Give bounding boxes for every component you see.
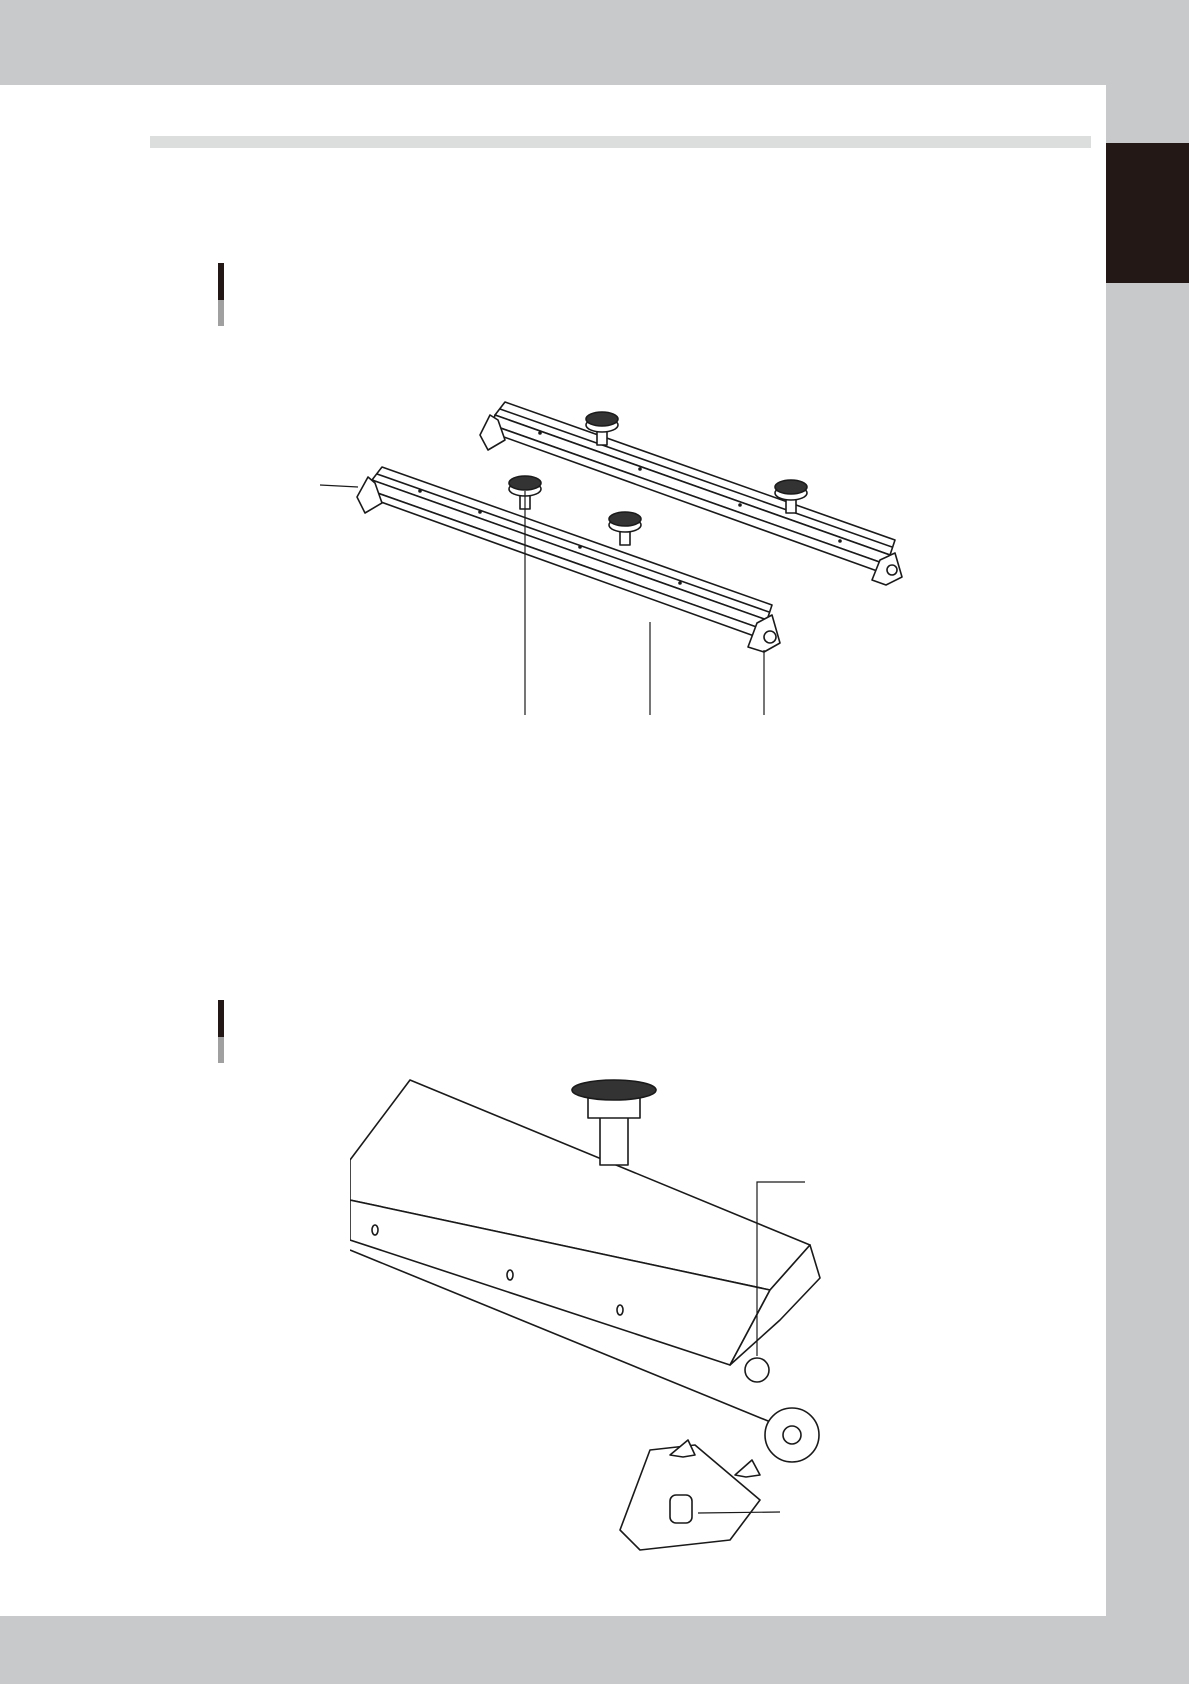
figure-bracket-detail <box>350 1060 830 1610</box>
figure-guide-rails <box>320 315 920 725</box>
header-rule <box>150 136 1091 148</box>
callout-line-1 <box>320 485 358 487</box>
chapter-tab <box>1106 143 1189 283</box>
section-marker-1 <box>218 263 224 326</box>
hex-screw <box>745 1358 769 1382</box>
bracket-detail-drawing <box>350 1060 830 1610</box>
section-marker-2 <box>218 1000 224 1063</box>
guide-rails-drawing <box>320 315 920 725</box>
manual-page <box>0 85 1106 1616</box>
